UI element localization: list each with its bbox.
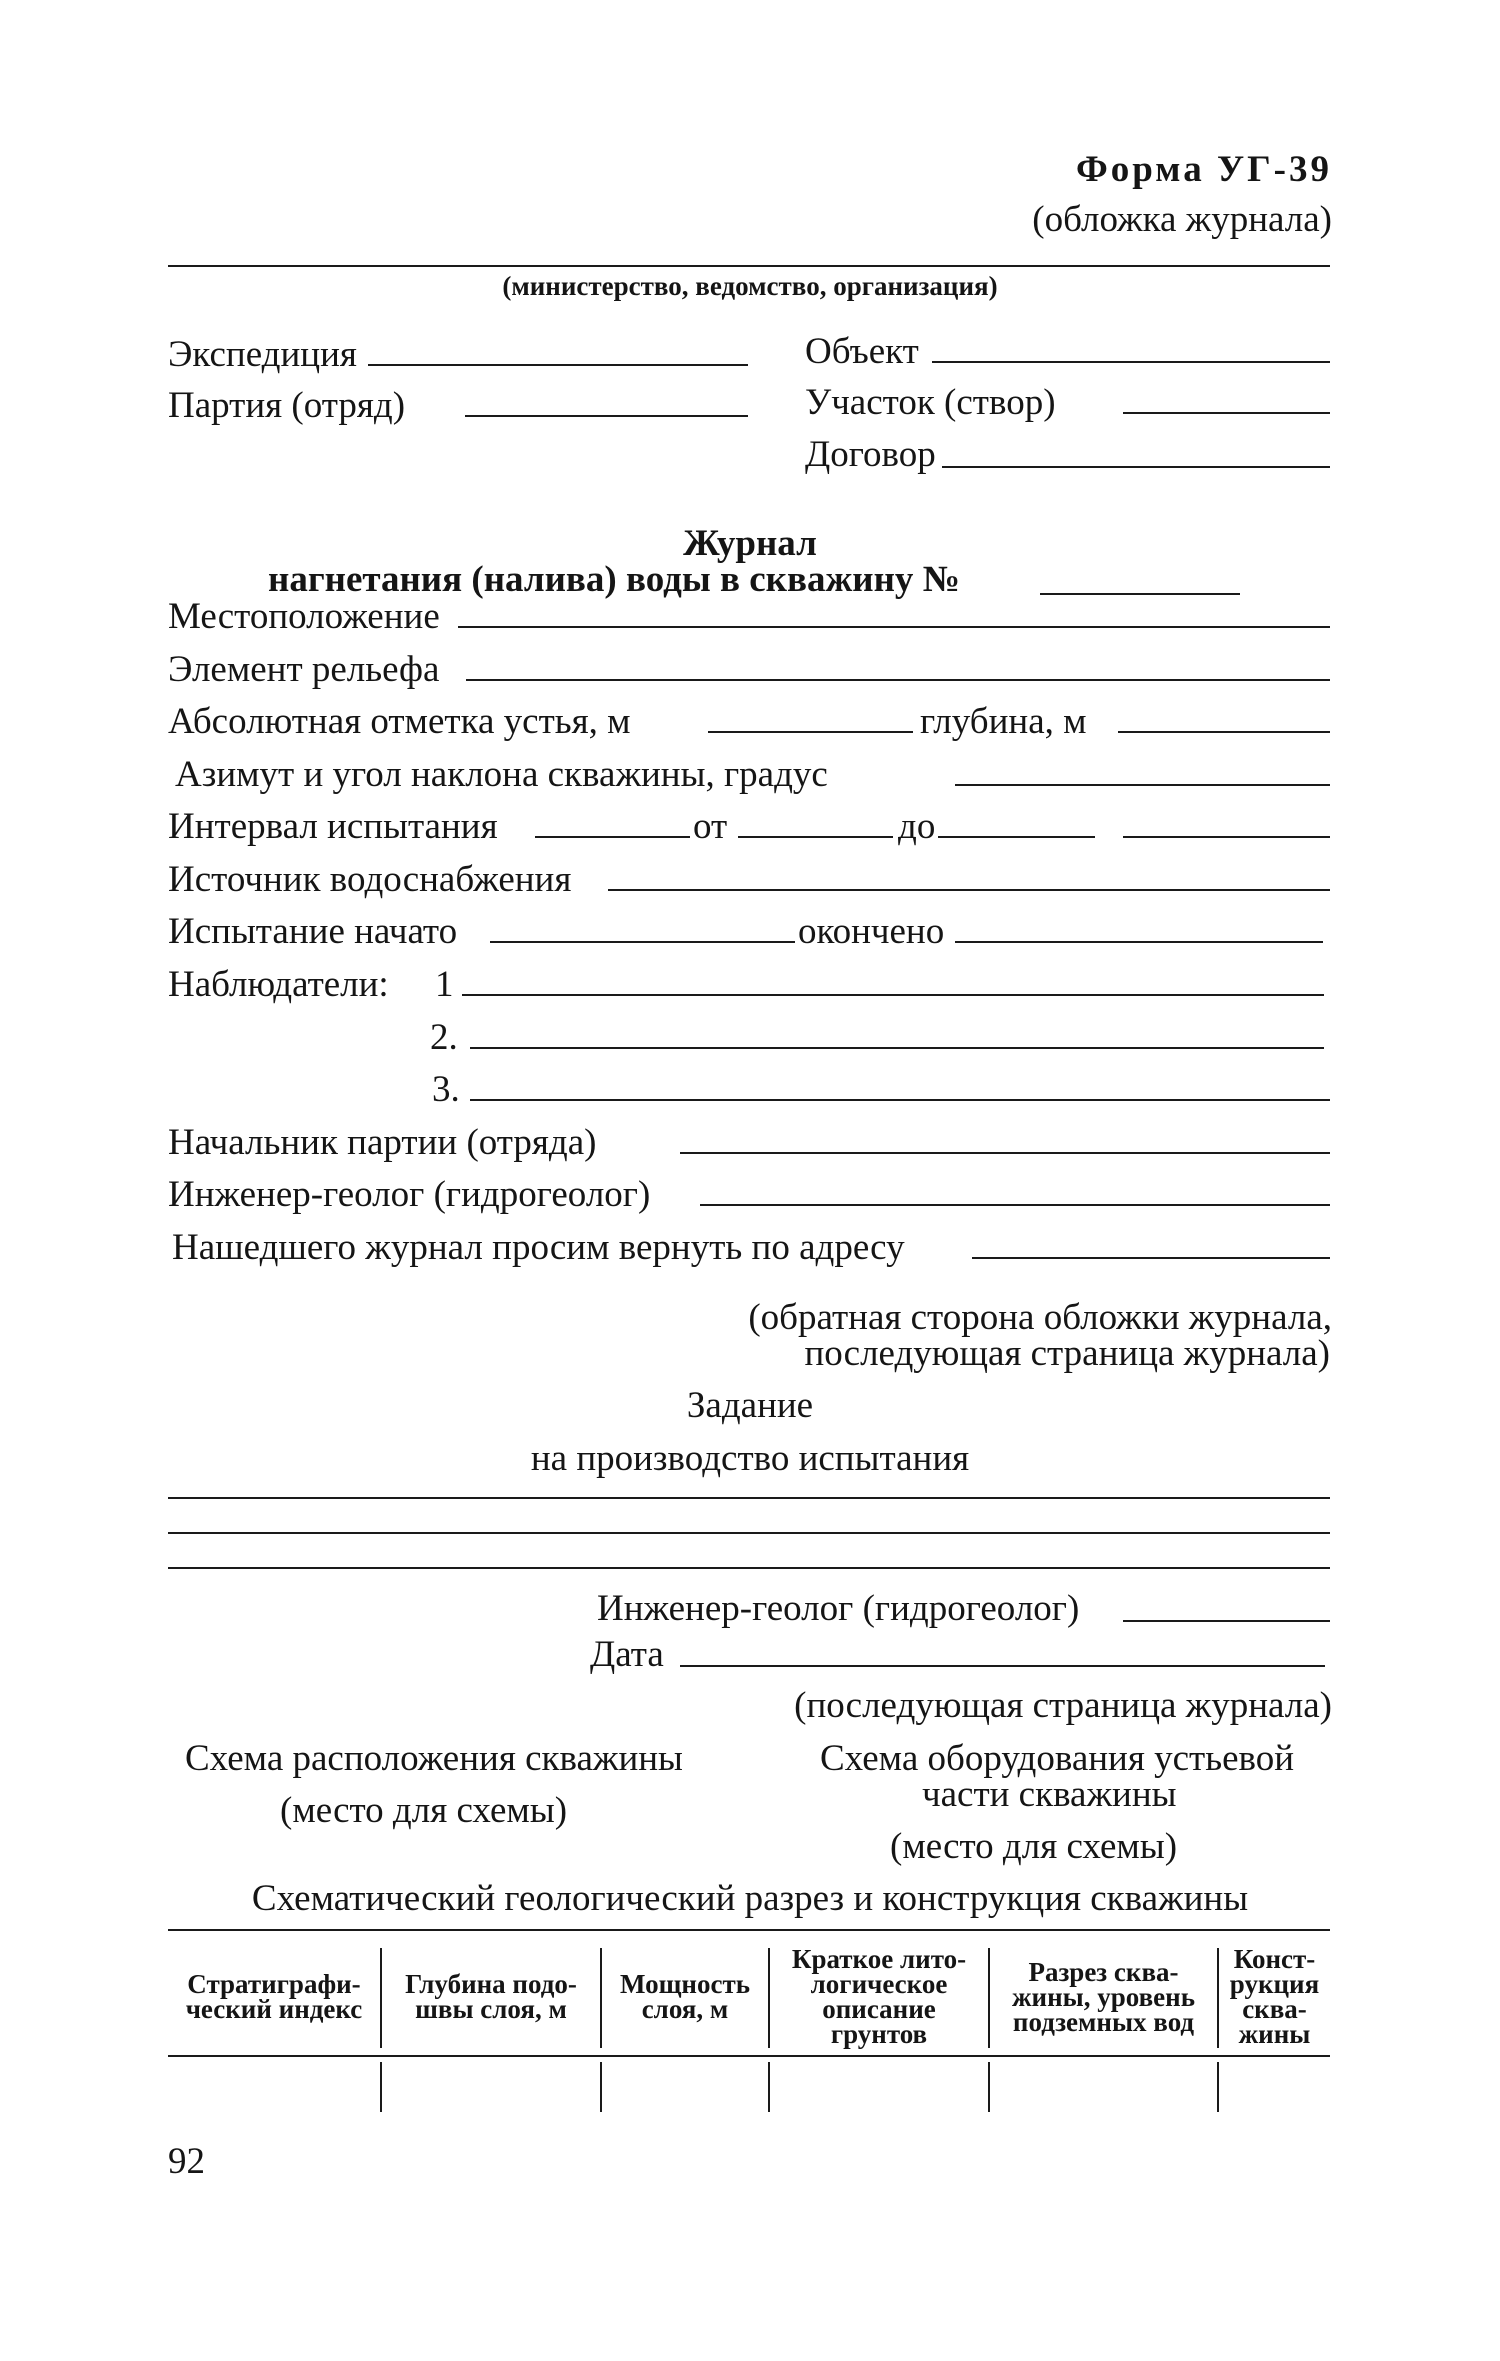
task-date-field[interactable]: [680, 1665, 1325, 1667]
location-field[interactable]: [458, 626, 1330, 628]
section-field[interactable]: [1123, 412, 1330, 414]
scheme-location-place: (место для схемы): [280, 1790, 568, 1831]
scheme-equipment-title-2: части скважины: [922, 1774, 1177, 1815]
test-finished-field[interactable]: [955, 941, 1323, 943]
table-header-text: Разрез сква-: [1028, 1957, 1179, 1987]
test-started-label: Испытание начато: [168, 911, 458, 952]
relief-label: Элемент рельефа: [168, 649, 440, 690]
observer-2-field[interactable]: [470, 1047, 1324, 1049]
expedition-field[interactable]: [368, 364, 748, 366]
table-header-text: слоя, м: [641, 1994, 729, 2024]
table-divider: [988, 2062, 990, 2112]
observer-3-number: 3.: [432, 1069, 460, 1110]
org-line: [168, 265, 1330, 267]
from-label: от: [693, 806, 728, 847]
table-header-depth: [382, 1969, 600, 2024]
task-title: Задание: [686, 1385, 814, 1426]
table-header-text: сква-: [1242, 1994, 1307, 2024]
observer-1-field[interactable]: [462, 994, 1324, 996]
table-header-text: жины: [1238, 2019, 1311, 2049]
observers-label: Наблюдатели:: [168, 964, 389, 1005]
chief-label: Начальник партии (отряда): [168, 1122, 597, 1163]
azimuth-field[interactable]: [955, 784, 1330, 786]
back-cover-caption-1: (обратная сторона обложки журнала,: [748, 1297, 1332, 1338]
table-header-text: Краткое лито-: [791, 1944, 967, 1974]
table-header-text: ческий индекс: [185, 1994, 363, 2024]
observer-2-number: 2.: [430, 1017, 458, 1058]
table-header-text: Мощность: [619, 1969, 750, 1999]
next-page-caption: (последующая страница журнала): [794, 1685, 1332, 1726]
task-engineer-field[interactable]: [1123, 1620, 1330, 1622]
table-header-text: Глубина подо-: [405, 1969, 577, 1999]
return-note-label: Нашедшего журнал просим вернуть по адресу: [172, 1227, 905, 1268]
object-field[interactable]: [932, 361, 1330, 363]
depth-label: глубина, м: [920, 701, 1087, 742]
task-line-1[interactable]: [168, 1497, 1330, 1499]
interval-field[interactable]: [535, 836, 690, 838]
table-header-text: Стратиграфи-: [187, 1969, 361, 1999]
well-number-field[interactable]: [1040, 593, 1240, 595]
task-date-label: Дата: [590, 1634, 664, 1675]
test-started-field[interactable]: [490, 941, 795, 943]
to-extra-field[interactable]: [1123, 836, 1330, 838]
table-divider: [1217, 2062, 1219, 2112]
party-field[interactable]: [465, 415, 748, 417]
table-header-text: швы слоя, м: [415, 1994, 567, 2024]
journal-title: Журнал: [683, 523, 817, 564]
abs-mark-label: Абсолютная отметка устья, м: [168, 701, 631, 742]
table-header-text: рукция: [1229, 1969, 1320, 1999]
page-number: 92: [168, 2141, 205, 2182]
location-label: Местоположение: [168, 596, 440, 637]
section-label: Участок (створ): [805, 382, 1056, 423]
object-label: Объект: [805, 331, 919, 372]
scheme-equipment-title-1: Схема оборудования устьевой: [820, 1738, 1295, 1779]
interval-label: Интервал испытания: [168, 806, 498, 847]
contract-field[interactable]: [942, 466, 1330, 468]
engineer-field[interactable]: [700, 1204, 1330, 1206]
section-title: Схематический геологический разрез и конструкция скважины: [251, 1878, 1249, 1919]
to-label: до: [898, 806, 936, 847]
observer-3-field[interactable]: [470, 1099, 1330, 1101]
table-divider: [768, 2062, 770, 2112]
back-cover-caption-2: последующая страница журнала): [804, 1333, 1330, 1374]
observer-1-number: 1: [435, 964, 454, 1005]
table-divider: [380, 2062, 382, 2112]
test-finished-label: окончено: [798, 911, 945, 952]
table-header-text: подземных вод: [1012, 2007, 1195, 2037]
expedition-label: Экспедиция: [168, 334, 357, 375]
party-label: Партия (отряд): [168, 385, 406, 426]
return-address-field[interactable]: [972, 1257, 1330, 1259]
table-header-border: [168, 2055, 1330, 2057]
task-line-2[interactable]: [168, 1532, 1330, 1534]
relief-field[interactable]: [466, 679, 1330, 681]
org-caption: (министерство, ведомство, организация): [502, 271, 998, 301]
table-header-text: грунтов: [830, 2019, 928, 2049]
table-header-construction: [1219, 1944, 1330, 2049]
engineer-label: Инженер-геолог (гидрогеолог): [168, 1174, 651, 1215]
chief-field[interactable]: [680, 1152, 1330, 1154]
table-header-stratigraphic: [168, 1969, 380, 2024]
table-header-thickness: [602, 1969, 768, 2024]
table-header-section: [990, 1957, 1217, 2037]
task-line-3[interactable]: [168, 1567, 1330, 1569]
table-header-text: логическое: [810, 1969, 948, 1999]
table-header-lithology: [770, 1944, 988, 2049]
table-header-text: Конст-: [1233, 1944, 1316, 1974]
journal-subtitle: нагнетания (налива) воды в скважину №: [268, 559, 960, 600]
form-subtitle: (обложка журнала): [1032, 199, 1332, 240]
water-source-field[interactable]: [608, 889, 1330, 891]
azimuth-label: Азимут и угол наклона скважины, градус: [175, 754, 828, 795]
table-header-text: описание: [822, 1994, 936, 2024]
contract-label: Договор: [805, 434, 936, 475]
abs-mark-field[interactable]: [708, 731, 913, 733]
depth-field[interactable]: [1118, 731, 1330, 733]
table-header-text: жины, уровень: [1011, 1982, 1195, 2012]
scheme-equipment-place: (место для схемы): [890, 1826, 1178, 1867]
scheme-location-title: Схема расположения скважины: [185, 1738, 683, 1779]
from-field[interactable]: [738, 836, 893, 838]
task-subtitle: на производство испытания: [530, 1438, 970, 1479]
task-engineer-label: Инженер-геолог (гидрогеолог): [597, 1588, 1080, 1629]
to-field[interactable]: [938, 836, 1095, 838]
form-title: Форма УГ-39: [1075, 149, 1332, 190]
table-top-border: [168, 1929, 1330, 1931]
table-divider: [600, 2062, 602, 2112]
water-source-label: Источник водоснабжения: [168, 859, 572, 900]
